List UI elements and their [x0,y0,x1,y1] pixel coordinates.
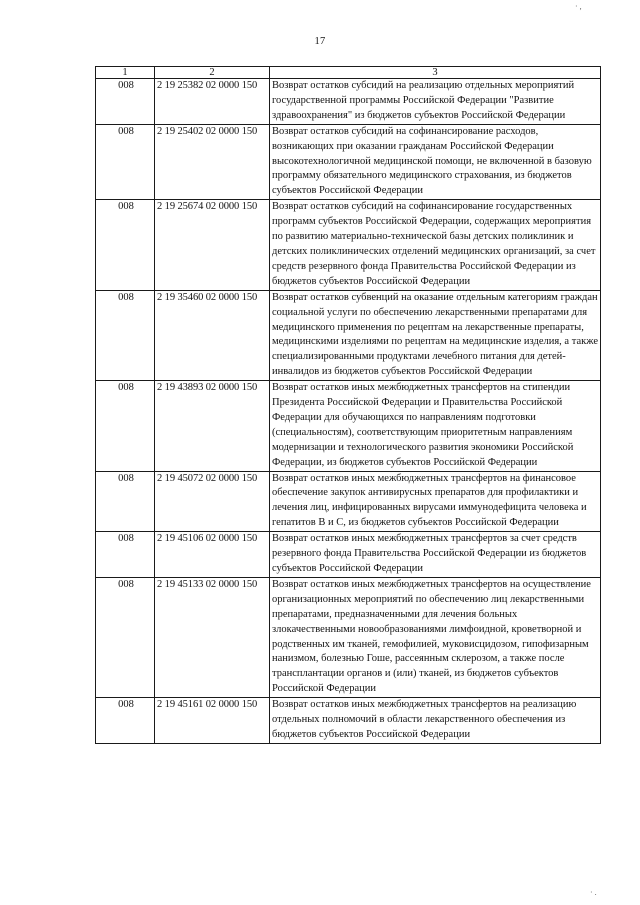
table-row [96,471,601,532]
budget-code-cell: 2 19 45133 02 0000 150 [155,577,270,697]
table-row [96,577,601,697]
table-row [96,381,601,471]
revenue-name-cell: Возврат остатков субсидий на реализацию отдельных мероприятий государственной программы Российской Федерации "Развитие здравоохранения" из бюджетов субъектов Российской Федерации [270,79,601,125]
table-row [96,200,601,290]
agency-code-cell: 008 [96,79,155,125]
budget-code-cell: 2 19 45106 02 0000 150 [155,532,270,578]
column-header-2: 2 [155,67,270,79]
revenue-name-cell: Возврат остатков иных межбюджетных трансфертов за счет средств резервного фонда Правительства Российской Федерации из бюджетов субъектов Российской Федерации [270,532,601,578]
agency-code-cell: 008 [96,124,155,200]
agency-code-cell: 008 [96,200,155,290]
budget-code-cell: 2 19 45161 02 0000 150 [155,698,270,744]
agency-code-cell: 008 [96,698,155,744]
agency-code-cell: 008 [96,381,155,471]
budget-code-cell: 2 19 35460 02 0000 150 [155,290,270,380]
page-number: 17 [314,36,326,47]
revenue-name-cell: Возврат остатков субвенций на оказание отдельным категориям граждан социальной услуги по обеспечению лекарственными препаратами для медицинского применения по рецептам на лекарственные препараты, медицинскими изделиями по рецептам на медицинские изделия, а также специализированными продуктами лечебного питания для детей-инвалидов из бюджетов субъектов Российской Федерации [270,290,601,380]
revenue-name-cell: Возврат остатков иных межбюджетных трансфертов на осуществление организационных мероприятий по обеспечению лиц лекарственными препаратами, предназначенными для лечения больных злокачественными новообразованиями лимфоидной, кроветворной и родственных им тканей, гемофилией, муковисцидозом, гипофизарным нанизмом, болезнью Гоше, рассеянным склерозом, а также после трансплантации органов и (или) тканей, из бюджетов субъектов Российской Федерации [270,577,601,697]
corner-mark-bottom: · . [590,888,597,897]
budget-code-cell: 2 19 25382 02 0000 150 [155,79,270,125]
revenue-name-cell: Возврат остатков иных межбюджетных трансфертов на финансовое обеспечение закупок антивирусных препаратов для профилактики и лечения лиц, инфицированных вирусами иммунодефицита человека и гепатитов В и С, из бюджетов субъектов Российской Федерации [270,471,601,532]
column-header-1: 1 [96,67,155,79]
agency-code-cell: 008 [96,471,155,532]
table-row [96,124,601,200]
agency-code-cell: 008 [96,290,155,380]
corner-mark-top: · , [575,2,582,11]
revenue-name-cell: Возврат остатков иных межбюджетных трансфертов на реализацию отдельных полномочий в области лекарственного обеспечения из бюджетов субъектов Российской Федерации [270,698,601,744]
table-row [96,79,601,125]
table-body [96,79,601,744]
revenue-name-cell: Возврат остатков субсидий на софинансирование расходов, возникающих при оказании гражданам Российской Федерации высокотехнологичной медицинской помощи, не включенной в базовую программу обязательного медицинского страхования, из бюджетов субъектов Российской Федерации [270,124,601,200]
table-row [96,290,601,380]
budget-codes-table [95,66,601,744]
table-header-row [96,67,601,79]
agency-code-cell: 008 [96,577,155,697]
table-row [96,532,601,578]
revenue-name-cell: Возврат остатков иных межбюджетных трансфертов на стипендии Президента Российской Федерации и Правительства Российской Федерации для обучающихся по направлениям подготовки (специальностям), соответствующим приоритетным направлениям модернизации и технологического развития экономики Российской Федерации, из бюджетов субъектов Российской Федерации [270,381,601,471]
budget-code-cell: 2 19 25674 02 0000 150 [155,200,270,290]
budget-code-cell: 2 19 43893 02 0000 150 [155,381,270,471]
table-row [96,698,601,744]
budget-code-cell: 2 19 25402 02 0000 150 [155,124,270,200]
agency-code-cell: 008 [96,532,155,578]
column-header-3: 3 [270,67,601,79]
budget-code-cell: 2 19 45072 02 0000 150 [155,471,270,532]
revenue-name-cell: Возврат остатков субсидий на софинансирование государственных программ субъектов Российской Федерации, содержащих мероприятия по развитию материально-технической базы детских поликлиник и детских поликлинических отделений медицинских организаций, за счет средств резервного фонда Правительства Российской Федерации из бюджетов субъектов Российской Федерации [270,200,601,290]
